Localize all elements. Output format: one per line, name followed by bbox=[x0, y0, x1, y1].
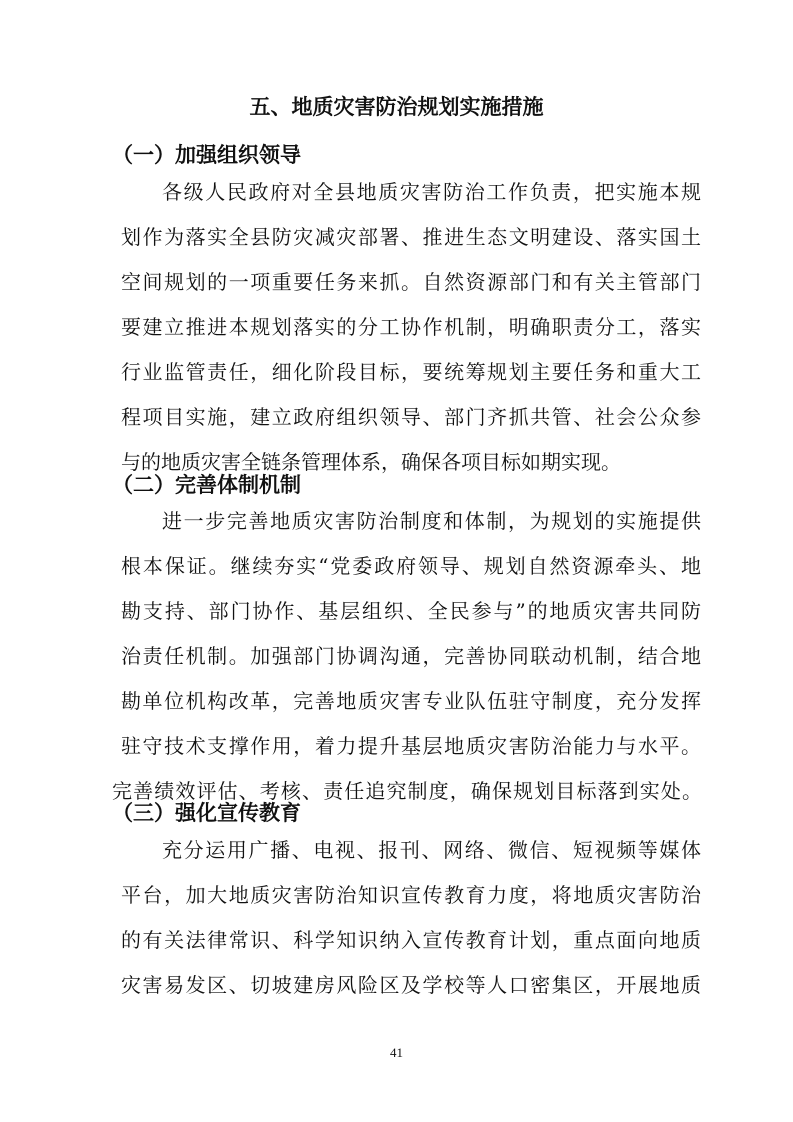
paragraph-line: 完善绩效评估、考核、责任追究制度，确保规划目标落到实处。 bbox=[112, 779, 702, 803]
page-number: 41 bbox=[390, 1045, 403, 1060]
paragraph-line: 充分运用广播、电视、报刊、网络、微信、短视频等媒体 bbox=[162, 838, 701, 862]
paragraph-line: 空间规划的一项重要任务来抓。自然资源部门和有关主管部门 bbox=[121, 270, 701, 294]
paragraph-line: 根本保证。继续夯实“党委政府领导、规划自然资源牵头、地 bbox=[121, 554, 701, 578]
paragraph-line: 灾害易发区、切坡建房风险区及学校等人口密集区，开展地质 bbox=[121, 973, 701, 997]
page-title: 五、地质灾害防治规划实施措施 bbox=[249, 95, 544, 119]
paragraph-line: 进一步完善地质灾害防治制度和体制，为规划的实施提供 bbox=[162, 509, 701, 533]
paragraph-line: 平台，加大地质灾害防治知识宣传教育力度，将地质灾害防治 bbox=[121, 883, 701, 907]
paragraph-line: 各级人民政府对全县地质灾害防治工作负责，把实施本规 bbox=[162, 180, 701, 204]
paragraph-line: 驻守技术支撑作用，着力提升基层地质灾害防治能力与水平。 bbox=[121, 734, 701, 758]
paragraph-line: 要建立推进本规划落实的分工协作机制，明确职责分工，落实 bbox=[121, 315, 701, 339]
paragraph-line: 治责任机制。加强部门协调沟通，完善协同联动机制，结合地 bbox=[121, 644, 701, 668]
paragraph-line: 划作为落实全县防灾减灾部署、推进生态文明建设、落实国土 bbox=[121, 225, 701, 249]
section-heading-3: （三）强化宣传教育 bbox=[112, 801, 301, 825]
paragraph-line: 与的地质灾害全链条管理体系，确保各项目标如期实现。 bbox=[121, 450, 621, 474]
paragraph-line: 的有关法律常识、科学知识纳入宣传教育计划，重点面向地质 bbox=[121, 928, 701, 952]
section-heading-1: （一）加强组织领导 bbox=[112, 143, 301, 167]
section-heading-2: （二）完善体制机制 bbox=[112, 473, 301, 497]
paragraph-line: 勘支持、部门协作、基层组织、全民参与”的地质灾害共同防 bbox=[121, 599, 701, 623]
paragraph-line: 勘单位机构改革，完善地质灾害专业队伍驻守制度，充分发挥 bbox=[121, 689, 701, 713]
paragraph-line: 行业监管责任，细化阶段目标，要统筹规划主要任务和重大工 bbox=[121, 360, 701, 384]
paragraph-line: 程项目实施，建立政府组织领导、部门齐抓共管、社会公众参 bbox=[121, 405, 701, 429]
